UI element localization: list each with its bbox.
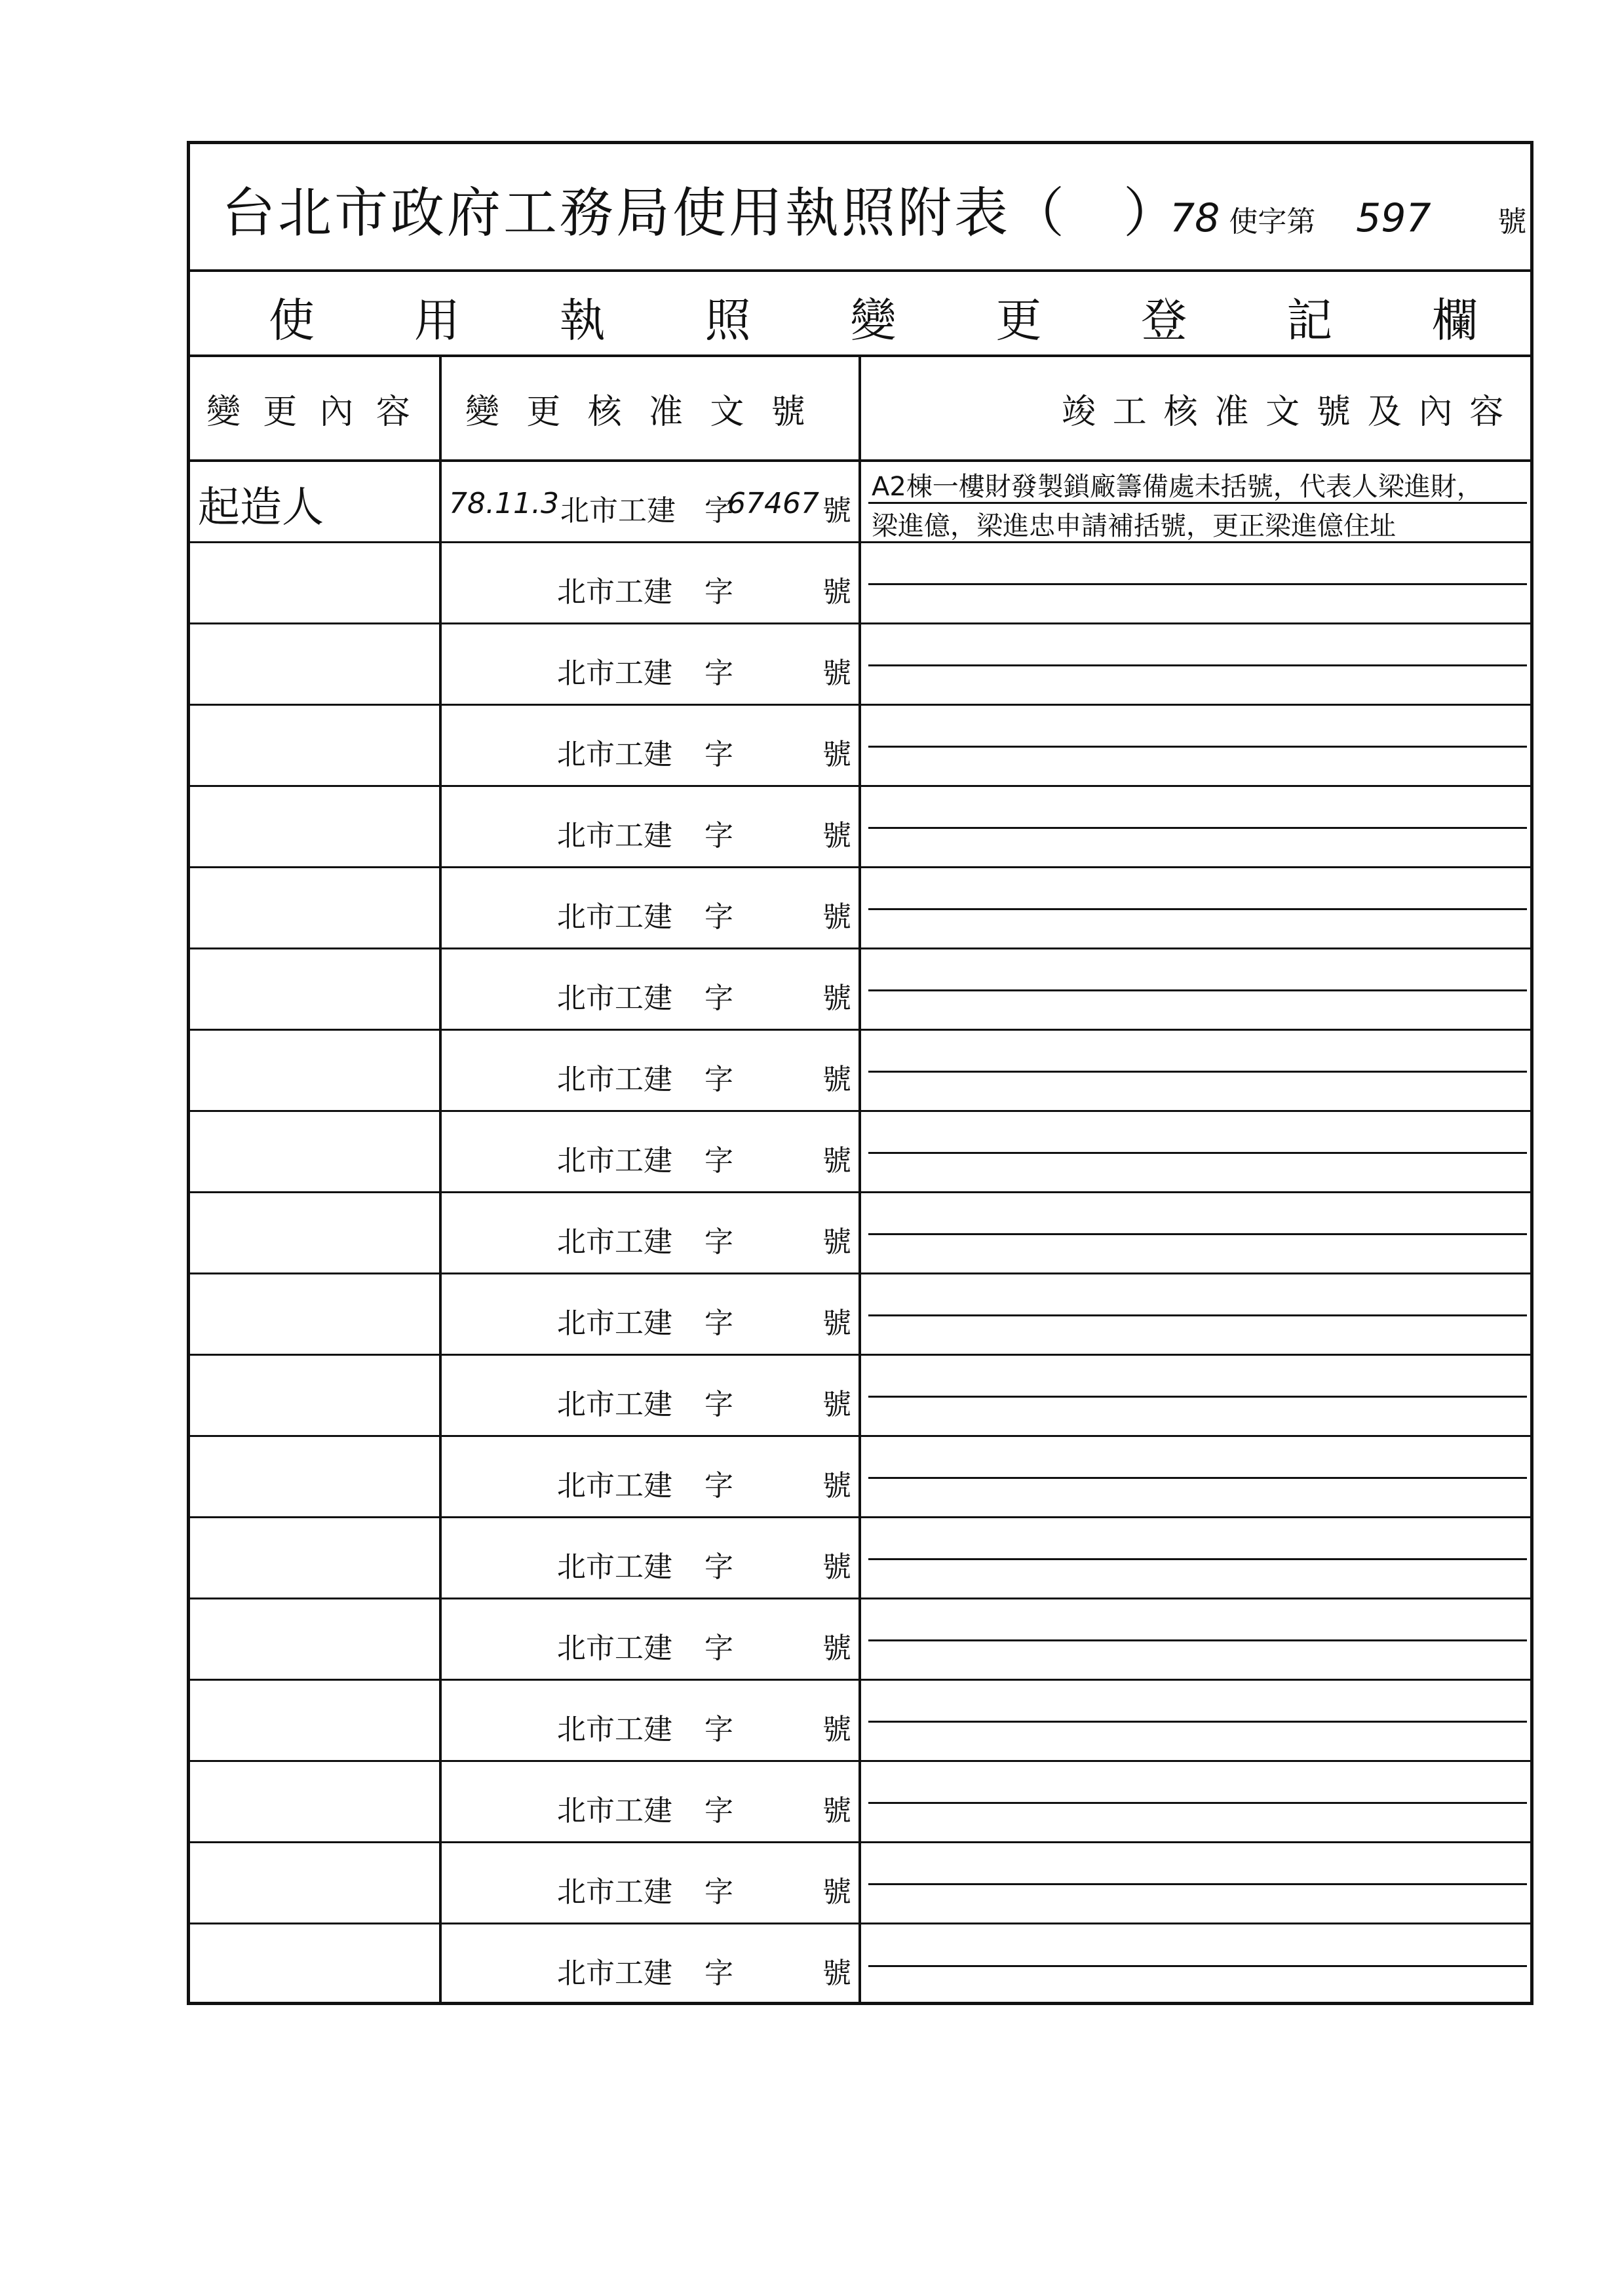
table-row (190, 1599, 1530, 1681)
completion-detail (868, 1437, 1527, 1516)
approval-hao: 號 (822, 1388, 851, 1421)
approval-hao: 號 (822, 1632, 851, 1665)
approval-zi: 字 (704, 738, 733, 771)
approval-prefix: 北市工建 (557, 1713, 672, 1746)
section-row (190, 272, 1530, 357)
header-char: 核 (587, 392, 622, 432)
approval-prefix: 北市工建 (557, 575, 672, 609)
completion-detail (868, 1274, 1527, 1354)
approval-hao: 號 (822, 900, 851, 934)
approval-hao: 號 (822, 819, 851, 852)
table-row (190, 1518, 1530, 1599)
approval-hao: 號 (822, 982, 851, 1015)
approval-zi: 字 (704, 819, 733, 852)
section-title-char: 使 (269, 294, 315, 347)
approval-zi: 字 (704, 1388, 733, 1421)
approval-hao: 號 (822, 1713, 851, 1746)
table-row (190, 787, 1530, 868)
table-row (190, 462, 1530, 543)
register-rows (190, 462, 1530, 2006)
section-title-char: 記 (1286, 294, 1333, 347)
header-char: 容 (376, 392, 410, 432)
approval-hao: 號 (822, 657, 851, 690)
approval-prefix: 北市工建 (557, 982, 672, 1015)
approval-hao: 號 (822, 738, 851, 771)
header-char: 及 (1367, 392, 1402, 432)
approval-hao: 號 (822, 1307, 851, 1340)
approval-hao: 號 (822, 1144, 851, 1177)
header-char: 工 (1112, 392, 1147, 432)
approval-zi: 字 (704, 1713, 733, 1746)
approval-prefix: 北市工建 (557, 738, 672, 771)
header-char: 文 (1265, 392, 1300, 432)
approval-zi: 字 (704, 494, 733, 527)
table-row (190, 1681, 1530, 1762)
table-row (190, 949, 1530, 1031)
completion-detail (868, 1681, 1527, 1760)
header-char: 內 (319, 392, 354, 432)
approval-hao: 號 (822, 494, 851, 527)
approval-hao: 號 (822, 1063, 851, 1096)
header-char: 內 (1418, 392, 1453, 432)
completion-detail (868, 1193, 1527, 1272)
approval-zi: 字 (704, 1225, 733, 1259)
table-row (190, 706, 1530, 787)
approval-prefix: 北市工建 (557, 1144, 672, 1177)
completion-detail (868, 1112, 1527, 1191)
section-title-char: 用 (414, 294, 460, 347)
permit-number (1170, 195, 1526, 241)
section-title-char: 變 (850, 294, 897, 347)
completion-detail (868, 706, 1527, 785)
completion-detail (868, 1924, 1527, 2006)
approval-zi: 字 (704, 1632, 733, 1665)
section-title-char: 更 (995, 294, 1042, 347)
approval-hao: 號 (822, 1957, 851, 1990)
completion-detail (868, 949, 1527, 1029)
change-content: 起造人 (198, 484, 324, 532)
completion-detail (868, 543, 1527, 622)
completion-detail (868, 1843, 1527, 1923)
header-char: 准 (1214, 392, 1249, 432)
header-char: 文 (710, 392, 744, 432)
header-completion-approval (1062, 357, 1520, 459)
approval-zi: 字 (704, 1063, 733, 1096)
completion-detail (868, 624, 1527, 704)
completion-detail (868, 1031, 1527, 1110)
approval-hao: 號 (822, 1794, 851, 1827)
approval-prefix: 北市工建 (557, 657, 672, 690)
approval-zi: 字 (704, 1875, 733, 1909)
approval-hao: 號 (822, 1875, 851, 1909)
approval-prefix: 北市工建 (557, 1469, 672, 1502)
approval-hao: 號 (822, 1550, 851, 1584)
approval-prefix: 北市工建 (557, 1307, 672, 1340)
form-title: 台北市政府工務局使用執照附表（ ） (222, 182, 1180, 244)
approval-prefix: 北市工建 (557, 1957, 672, 1990)
approval-prefix: 北市工建 (557, 1875, 672, 1909)
approval-prefix: 北市工建 (560, 494, 676, 527)
header-char: 更 (526, 392, 561, 432)
table-row (190, 868, 1530, 949)
table-row (190, 624, 1530, 706)
completion-detail (868, 1518, 1527, 1598)
approval-prefix: 北市工建 (557, 819, 672, 852)
table-row (190, 1193, 1530, 1274)
section-title-char: 執 (559, 294, 606, 347)
approval-zi: 字 (704, 657, 733, 690)
permit-form (187, 141, 1533, 2005)
section-title-char: 欄 (1432, 294, 1478, 347)
header-char: 變 (206, 392, 241, 432)
approval-zi: 字 (704, 1469, 733, 1502)
approval-hao: 號 (822, 1225, 851, 1259)
approval-zi: 字 (704, 1957, 733, 1990)
table-row (190, 543, 1530, 624)
header-char: 容 (1469, 392, 1504, 432)
approval-zi: 字 (704, 1550, 733, 1584)
table-row (190, 1031, 1530, 1112)
approval-zi: 字 (704, 1144, 733, 1177)
approval-prefix: 北市工建 (557, 1550, 672, 1584)
detail-line-1: A2棟一樓財發製鎖廠籌備處未括號，代表人梁進財， (872, 472, 1483, 502)
detail-line-2: 梁進億，梁進忠申請補括號，更正梁進億住址 (872, 511, 1396, 541)
table-row (190, 1924, 1530, 2006)
completion-detail (868, 868, 1527, 947)
approval-prefix: 北市工建 (557, 1794, 672, 1827)
approval-hao: 號 (822, 575, 851, 609)
permit-serial: 597 (1356, 195, 1431, 241)
header-char: 准 (648, 392, 683, 432)
approval-zi: 字 (704, 575, 733, 609)
title-row (190, 144, 1530, 272)
header-char: 更 (263, 392, 298, 432)
section-title-char: 照 (704, 294, 751, 347)
section-title (269, 284, 1478, 350)
permit-label: 使字第 (1229, 205, 1316, 239)
approval-prefix: 北市工建 (557, 900, 672, 934)
approval-zi: 字 (704, 1794, 733, 1827)
completion-detail (868, 1356, 1527, 1435)
permit-suffix: 號 (1497, 205, 1527, 239)
header-char: 號 (771, 392, 805, 432)
completion-detail (868, 1762, 1527, 1841)
table-row (190, 1112, 1530, 1193)
table-row (190, 1274, 1530, 1356)
completion-detail (868, 787, 1527, 866)
header-char: 變 (465, 392, 500, 432)
approval-zi: 字 (704, 1307, 733, 1340)
header-change-content (206, 357, 433, 459)
approval-prefix: 北市工建 (557, 1063, 672, 1096)
table-row (190, 1356, 1530, 1437)
approval-prefix: 北市工建 (557, 1632, 672, 1665)
table-row (190, 1437, 1530, 1518)
approval-zi-number: 67467 (727, 487, 819, 520)
table-row (190, 1762, 1530, 1843)
approval-prefix: 北市工建 (557, 1225, 672, 1259)
approval-zi: 字 (704, 900, 733, 934)
completion-detail (868, 462, 1527, 541)
header-char: 竣 (1062, 392, 1096, 432)
section-title-char: 登 (1141, 294, 1187, 347)
approval-date: 78.11.3 (449, 487, 559, 520)
completion-detail (868, 1599, 1527, 1679)
approval-prefix: 北市工建 (557, 1388, 672, 1421)
approval-zi: 字 (704, 982, 733, 1015)
header-change-approval-no (465, 357, 1019, 459)
header-char: 號 (1316, 392, 1351, 432)
approval-hao: 號 (822, 1469, 851, 1502)
table-row (190, 1843, 1530, 1924)
permit-year: 78 (1170, 195, 1220, 241)
header-char: 核 (1163, 392, 1198, 432)
